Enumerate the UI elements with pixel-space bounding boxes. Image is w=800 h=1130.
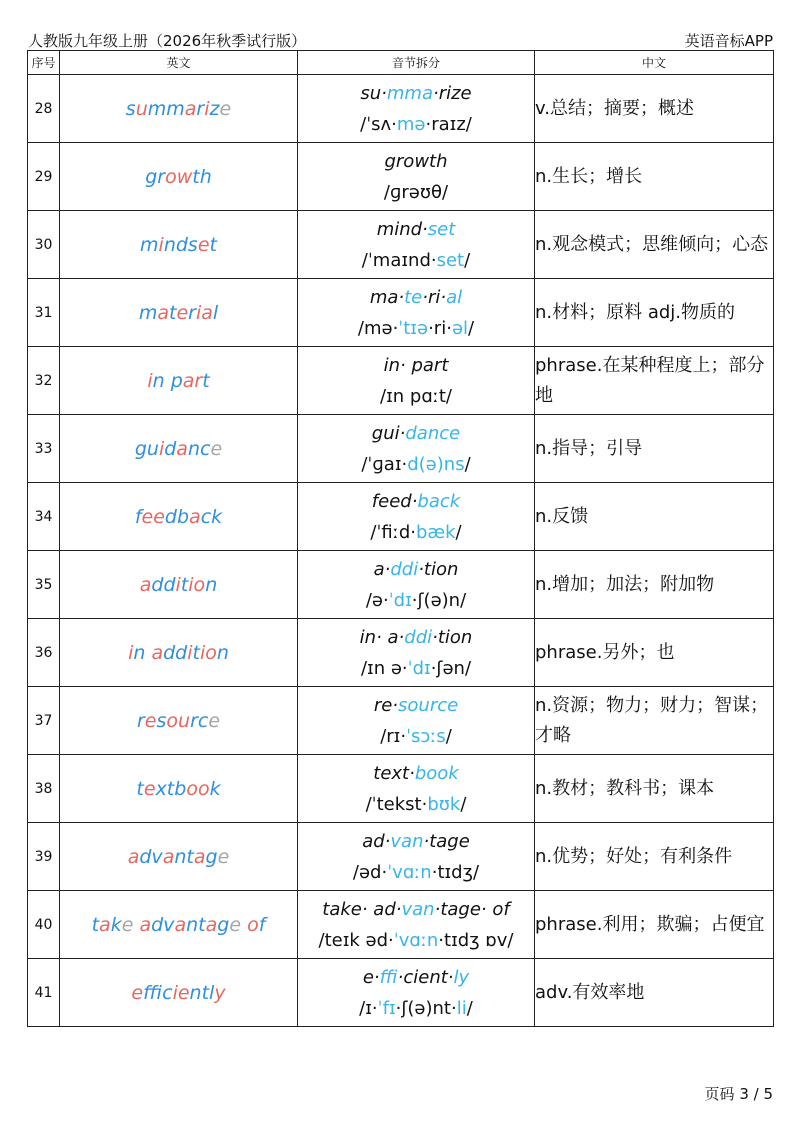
syllable-spelling — [298, 282, 534, 313]
text-segment: van — [401, 898, 435, 920]
row-number: 39 — [28, 823, 60, 891]
text-segment: bʊk — [427, 793, 461, 815]
text-segment: t — [180, 573, 189, 596]
row-number: 41 — [28, 959, 60, 1027]
column-header-chinese: 中文 — [535, 51, 774, 75]
syllable-spelling — [298, 962, 534, 993]
text-segment: ·ʃ(ə)n/ — [411, 589, 467, 611]
table-row — [28, 891, 774, 959]
text-segment: ffi — [379, 966, 398, 988]
syllable-spelling — [298, 554, 534, 585]
chinese-meaning: n.增加；加法；附加物 — [535, 551, 774, 619]
text-segment: e — [197, 233, 210, 256]
text-segment: i — [175, 573, 181, 596]
text-segment: a — [174, 913, 187, 936]
text-segment: a — [193, 845, 206, 868]
text-segment: bæk — [415, 521, 456, 543]
table-row — [28, 551, 774, 619]
row-number: 36 — [28, 619, 60, 687]
text-segment: mə — [396, 113, 426, 135]
row-number: 29 — [28, 143, 60, 211]
text-segment: / — [445, 725, 452, 747]
text-segment: source — [398, 694, 459, 716]
column-header-syllables: 音节拆分 — [298, 51, 535, 75]
text-segment: dv — [139, 845, 163, 868]
chinese-meaning: n.材料；原料 adj.物质的 — [535, 279, 774, 347]
text-segment: g — [217, 913, 230, 936]
english-word — [60, 347, 298, 415]
syllable-split — [298, 211, 535, 279]
row-number: 38 — [28, 755, 60, 823]
syllable-spelling — [298, 690, 534, 721]
text-segment: ou — [166, 709, 191, 732]
syllable-split — [298, 415, 535, 483]
phonetic-transcription — [298, 245, 534, 276]
text-segment: m — [140, 233, 159, 256]
text-segment: t — [169, 301, 177, 324]
text-segment: ck — [200, 505, 223, 528]
text-segment: xtb — [155, 777, 187, 800]
text-segment: a — [99, 913, 111, 936]
english-word — [60, 687, 298, 755]
text-segment: t — [192, 641, 200, 664]
table-row — [28, 415, 774, 483]
syllable-split — [298, 823, 535, 891]
row-number: 32 — [28, 347, 60, 415]
text-segment: e — [208, 709, 221, 732]
text-segment: e — [229, 913, 242, 936]
text-segment: / — [460, 793, 467, 815]
text-segment: ˈvɑːn — [393, 929, 439, 951]
english-word — [60, 415, 298, 483]
english-word — [60, 891, 298, 959]
phonetic-transcription — [298, 721, 534, 752]
text-segment: ˈdɪ — [388, 589, 412, 611]
text-segment: ee — [141, 505, 165, 528]
text-segment: growth — [384, 150, 448, 172]
english-word — [60, 755, 298, 823]
syllable-spelling — [298, 622, 534, 653]
english-word — [60, 959, 298, 1027]
text-segment: /rɪ· — [380, 725, 407, 747]
text-segment: ly — [453, 966, 470, 988]
text-segment: z — [209, 97, 220, 120]
text-segment: e — [143, 777, 156, 800]
text-segment: th — [192, 165, 212, 188]
syllable-spelling — [298, 350, 534, 381]
text-segment: a — [151, 641, 164, 664]
app-name: 英语音标APP — [684, 32, 773, 50]
english-word — [60, 551, 298, 619]
text-segment: gr — [145, 165, 166, 188]
syllable-spelling — [298, 418, 534, 449]
english-word — [60, 211, 298, 279]
phonetic-transcription — [298, 653, 534, 684]
text-segment: /ˈfiːd· — [370, 521, 416, 543]
text-segment: ff — [143, 981, 163, 1004]
row-number: 30 — [28, 211, 60, 279]
text-segment: d(ə)ns — [407, 453, 465, 475]
text-segment: feed· — [371, 490, 418, 512]
text-segment: rc — [190, 709, 209, 732]
text-segment: mind· — [376, 218, 428, 240]
phonetic-transcription — [298, 925, 534, 956]
text-segment: ie — [172, 981, 190, 1004]
table-row — [28, 347, 774, 415]
table-row — [28, 483, 774, 551]
text-segment: ·tage — [423, 830, 470, 852]
phonetic-transcription — [298, 177, 534, 208]
column-header-number: 序号 — [28, 51, 60, 75]
chinese-meaning: n.观念模式；思维倾向；心态 — [535, 211, 774, 279]
text-segment: in· a· — [359, 626, 405, 648]
text-segment: i — [204, 97, 210, 120]
text-segment: e· — [362, 966, 380, 988]
text-segment: ·tɪdʒ ɒv/ — [438, 929, 514, 951]
text-segment: oo — [186, 777, 210, 800]
syllable-spelling — [298, 146, 534, 177]
syllable-split — [298, 619, 535, 687]
text-segment: ma· — [369, 286, 405, 308]
chinese-meaning: n.生长；增长 — [535, 143, 774, 211]
text-segment: /teɪk əd· — [318, 929, 394, 951]
row-number: 34 — [28, 483, 60, 551]
text-segment: r — [188, 301, 196, 324]
text-segment: /əd· — [352, 861, 388, 883]
text-segment: ·ri· — [422, 286, 447, 308]
text-segment: o — [247, 913, 259, 936]
text-segment: /ˈɡaɪ· — [361, 453, 408, 475]
text-segment: t — [209, 233, 217, 256]
text-segment: /ə· — [365, 589, 389, 611]
row-number: 40 — [28, 891, 60, 959]
text-segment: ddi — [390, 558, 419, 580]
text-segment: e — [144, 709, 157, 732]
text-segment: a — [176, 437, 188, 460]
row-number: 35 — [28, 551, 60, 619]
text-segment: n — [152, 369, 165, 392]
chinese-meaning: phrase.利用；欺骗；占便宜 — [535, 891, 774, 959]
text-segment: nds — [163, 233, 198, 256]
text-segment: ·ri· — [428, 317, 452, 339]
text-segment: / — [468, 317, 475, 339]
text-segment: ·tage· of — [434, 898, 510, 920]
text-segment: / — [464, 249, 471, 271]
text-segment: a — [189, 505, 201, 528]
syllable-spelling — [298, 758, 534, 789]
text-segment: mma — [386, 82, 433, 104]
text-segment: ˈfɪ — [377, 997, 396, 1019]
text-segment: s — [156, 709, 167, 732]
text-segment: ˈvɑːn — [387, 861, 432, 883]
text-segment: ·ʃ(ə)nt· — [395, 997, 457, 1019]
text-segment: io — [199, 641, 217, 664]
text-segment: ia — [195, 301, 213, 324]
text-segment: van — [390, 830, 424, 852]
text-segment: gui· — [371, 422, 406, 444]
chinese-meaning: adv.有效率地 — [535, 959, 774, 1027]
text-segment: take· ad· — [322, 898, 402, 920]
phonetic-transcription — [298, 789, 534, 820]
text-segment: re· — [373, 694, 399, 716]
phonetic-transcription — [298, 517, 534, 548]
text-segment: e — [217, 845, 230, 868]
text-segment: ·tion — [432, 626, 473, 648]
text-segment: ·cient· — [397, 966, 454, 988]
syllable-spelling — [298, 894, 534, 925]
chinese-meaning: n.资源；物力；财力；智谋；才略 — [535, 687, 774, 755]
phonetic-transcription — [298, 109, 534, 140]
text-segment: /ɪn ə· — [360, 657, 408, 679]
syllable-split — [298, 75, 535, 143]
text-segment: /ˈsʌ· — [360, 113, 397, 135]
syllable-spelling — [298, 78, 534, 109]
syllable-split — [298, 755, 535, 823]
text-segment: f — [258, 913, 266, 936]
syllable-split — [298, 551, 535, 619]
text-segment: / — [455, 521, 462, 543]
text-segment: book — [414, 762, 459, 784]
text-segment: i — [147, 369, 153, 392]
text-segment: a — [184, 97, 197, 120]
text-segment: gu — [134, 437, 159, 460]
text-segment: t — [136, 777, 144, 800]
text-segment: əl — [451, 317, 469, 339]
table-row — [28, 619, 774, 687]
text-segment: ow — [165, 165, 193, 188]
table-row — [28, 823, 774, 891]
table-row — [28, 687, 774, 755]
table-row — [28, 755, 774, 823]
text-segment: n — [133, 641, 146, 664]
text-segment: u — [135, 97, 148, 120]
text-segment: e — [210, 437, 223, 460]
text-segment: g — [205, 845, 218, 868]
column-header-english: 英文 — [60, 51, 298, 75]
text-segment: nt — [186, 913, 206, 936]
chinese-meaning: n.指导；引导 — [535, 415, 774, 483]
english-word — [60, 483, 298, 551]
row-number: 33 — [28, 415, 60, 483]
text-segment: a — [162, 845, 175, 868]
text-segment: ddi — [404, 626, 433, 648]
chinese-meaning: v.总结；摘要；概述 — [535, 75, 774, 143]
text-segment: i — [128, 641, 134, 664]
text-segment: a· — [373, 558, 391, 580]
table-header-row — [28, 51, 774, 75]
text-segment: d — [164, 437, 177, 460]
text-segment: /ɪn pɑːt/ — [380, 385, 452, 407]
syllable-spelling — [298, 486, 534, 517]
text-segment: ·raɪz/ — [425, 113, 472, 135]
text-segment: e — [131, 981, 144, 1004]
phonetic-transcription — [298, 449, 534, 480]
text-segment: dd — [151, 573, 176, 596]
english-word — [60, 279, 298, 347]
text-segment: i — [187, 641, 193, 664]
text-segment: i — [158, 437, 165, 460]
chinese-meaning: n.教材；教科书；课本 — [535, 755, 774, 823]
text-segment: ar — [182, 369, 203, 392]
text-segment: n — [216, 641, 229, 664]
text-segment: dance — [405, 422, 461, 444]
text-segment: dd — [163, 641, 188, 664]
text-segment: set — [436, 249, 465, 271]
phonetic-transcription — [298, 993, 534, 1024]
text-segment: i — [158, 233, 164, 256]
text-segment: e — [121, 913, 134, 936]
row-number: 31 — [28, 279, 60, 347]
text-segment: db — [164, 505, 190, 528]
text-segment: su· — [360, 82, 387, 104]
text-segment: ad· — [362, 830, 391, 852]
row-number: 28 — [28, 75, 60, 143]
text-segment: set — [427, 218, 456, 240]
text-segment: a — [139, 573, 152, 596]
text-segment: a — [139, 913, 152, 936]
text-segment: nc — [187, 437, 211, 460]
text-segment: t — [91, 913, 100, 936]
text-segment: s — [125, 97, 136, 120]
syllable-spelling — [298, 214, 534, 245]
phonetic-transcription — [298, 381, 534, 412]
text-segment: ˈtɪə — [398, 317, 429, 339]
text-segment: ·rize — [432, 82, 472, 104]
vocabulary-table — [27, 50, 774, 1027]
text-segment: ·tion — [418, 558, 459, 580]
table-row — [28, 959, 774, 1027]
chinese-meaning: phrase.在某种程度上；部分地 — [535, 347, 774, 415]
text-segment: te — [404, 286, 423, 308]
text-segment: / — [466, 997, 473, 1019]
text-segment: ˈsɔːs — [406, 725, 446, 747]
table-row — [28, 279, 774, 347]
text-segment: k — [110, 913, 122, 936]
text-segment: io — [188, 573, 206, 596]
syllable-split — [298, 279, 535, 347]
text-segment: n — [205, 573, 218, 596]
chinese-meaning: n.反馈 — [535, 483, 774, 551]
text-segment: nt — [174, 845, 194, 868]
text-segment: li — [456, 997, 467, 1019]
text-segment: al — [446, 286, 463, 308]
text-segment: /ˈtekst· — [365, 793, 428, 815]
text-segment: ntl — [189, 981, 215, 1004]
page-number: 页码 3 / 5 — [704, 1085, 773, 1103]
chinese-meaning: n.优势；好处；有利条件 — [535, 823, 774, 891]
text-segment: e — [176, 301, 189, 324]
text-segment: c — [162, 981, 173, 1004]
text-segment: mm — [147, 97, 185, 120]
row-number: 37 — [28, 687, 60, 755]
text-segment: back — [417, 490, 461, 512]
table-row — [28, 75, 774, 143]
english-word — [60, 75, 298, 143]
text-segment: f — [134, 505, 142, 528]
syllable-split — [298, 891, 535, 959]
chinese-meaning: phrase.另外；也 — [535, 619, 774, 687]
syllable-spelling — [298, 826, 534, 857]
syllable-split — [298, 347, 535, 415]
text-segment: p — [170, 369, 183, 392]
syllable-split — [298, 143, 535, 211]
text-segment: /mə· — [357, 317, 399, 339]
text-segment: a — [157, 301, 169, 324]
syllable-split — [298, 483, 535, 551]
text-segment: / — [464, 453, 471, 475]
text-segment: dv — [151, 913, 175, 936]
document-title: 人教版九年级上册（2026年秋季试行版） — [28, 32, 307, 50]
text-segment: in· part — [383, 354, 449, 376]
phonetic-transcription — [298, 585, 534, 616]
syllable-split — [298, 959, 535, 1027]
text-segment: l — [212, 301, 219, 324]
syllable-split — [298, 687, 535, 755]
table-row — [28, 211, 774, 279]
phonetic-transcription — [298, 313, 534, 344]
text-segment: ˈdɪ — [407, 657, 431, 679]
english-word — [60, 619, 298, 687]
text-segment: ·ʃən/ — [430, 657, 472, 679]
text-segment: y — [214, 981, 226, 1004]
english-word — [60, 143, 298, 211]
text-segment: a — [205, 913, 218, 936]
text-segment: t — [202, 369, 210, 392]
english-word — [60, 823, 298, 891]
table-row — [28, 143, 774, 211]
phonetic-transcription — [298, 857, 534, 888]
text-segment: a — [127, 845, 140, 868]
text-segment: ·tɪdʒ/ — [431, 861, 480, 883]
text-segment: r — [136, 709, 145, 732]
text-segment: /ˈmaɪnd· — [361, 249, 437, 271]
text-segment: /ɡrəʊθ/ — [383, 181, 449, 203]
text-segment: text· — [373, 762, 415, 784]
text-segment: /ɪ· — [359, 997, 378, 1019]
text-segment: e — [219, 97, 232, 120]
text-segment: m — [138, 301, 158, 324]
text-segment: k — [209, 777, 221, 800]
text-segment: r — [196, 97, 205, 120]
